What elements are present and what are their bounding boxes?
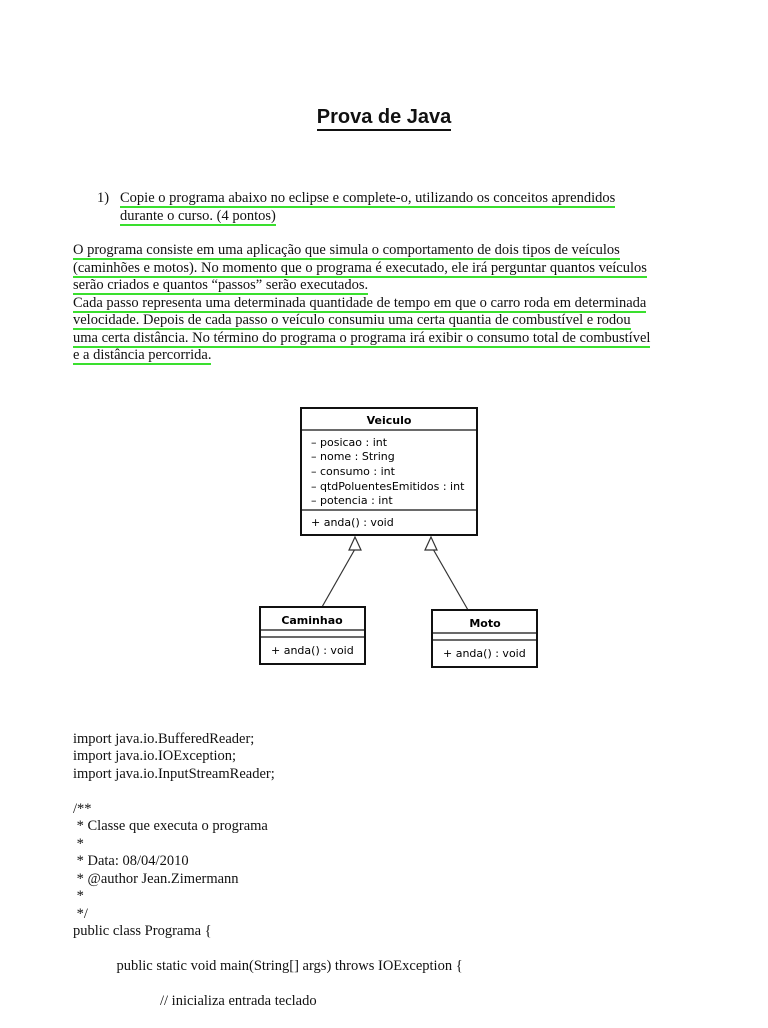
class-moto	[432, 610, 537, 667]
code-line	[73, 941, 463, 959]
inheritance-line-caminhao	[322, 549, 355, 607]
method: + anda() : void	[311, 516, 394, 529]
inheritance-arrow-moto	[425, 537, 437, 550]
code-line: import java.io.BufferedReader;	[73, 730, 255, 747]
code-line: * @author Jean.Zimermann	[73, 870, 239, 887]
paragraph-line: uma certa distância. No término do programa o programa irá exibir o consumo total de combustível	[73, 329, 651, 346]
attribute: – nome : String	[311, 450, 395, 463]
class-name: Veiculo	[366, 414, 412, 427]
code-line: // inicializa entrada teclado	[73, 993, 317, 1009]
code-line: import java.io.InputStreamReader;	[73, 765, 275, 782]
paragraph-line: O programa consiste em uma aplicação que simula o comportamento de dois tipos de veículos	[73, 242, 620, 258]
code-line: * Classe que executa o programa	[73, 818, 268, 834]
code-line	[73, 976, 463, 994]
inheritance-line-moto	[433, 549, 468, 610]
method: + anda() : void	[271, 644, 354, 657]
code-line: *	[73, 888, 84, 904]
question-number: 1)	[97, 190, 110, 206]
question-line: Copie o programa abaixo no eclipse e complete-o, utilizando os conceitos aprendidos	[120, 190, 616, 206]
document-title	[0, 106, 768, 129]
description-paragraph	[73, 242, 713, 365]
attribute: – qtdPoluentesEmitidos : int	[311, 480, 465, 493]
code-line: */	[73, 905, 88, 922]
code-block	[73, 713, 463, 1028]
code-line: * Data: 08/04/2010	[73, 853, 189, 869]
paragraph-line: e a distância percorrida.	[73, 347, 212, 363]
code-line: *	[73, 835, 84, 852]
class-caminhao	[260, 607, 365, 664]
attribute: – consumo : int	[311, 465, 395, 478]
question-text	[120, 189, 680, 225]
method: + anda() : void	[443, 647, 526, 660]
title-text: Prova de Java	[317, 106, 452, 131]
paragraph-line: (caminhões e motos). No momento que o programa é executado, ele irá perguntar quantos veículos	[73, 259, 647, 276]
class-name: Moto	[469, 617, 501, 630]
code-line: import java.io.IOException;	[73, 748, 237, 764]
code-line: public static void main(String[] args) throws IOException {	[73, 958, 463, 974]
attribute: – posicao : int	[311, 436, 388, 449]
inheritance-arrow-caminhao	[349, 537, 361, 550]
code-line: /**	[73, 800, 92, 817]
uml-class-diagram	[0, 400, 768, 680]
paragraph-line: serão criados e quantos “passos” serão executados.	[73, 277, 369, 293]
code-line: public class Programa {	[73, 923, 212, 939]
class-name: Caminhao	[281, 614, 343, 627]
code-line	[73, 783, 463, 801]
question-line: durante o curso. (4 pontos)	[120, 208, 276, 224]
class-veiculo	[301, 408, 477, 535]
attribute: – potencia : int	[311, 494, 393, 507]
paragraph-line: velocidade. Depois de cada passo o veículo consumiu uma certa quantia de combustível e rodou	[73, 312, 631, 328]
paragraph-line: Cada passo representa uma determinada quantidade de tempo em que o carro roda em determinada	[73, 294, 647, 311]
